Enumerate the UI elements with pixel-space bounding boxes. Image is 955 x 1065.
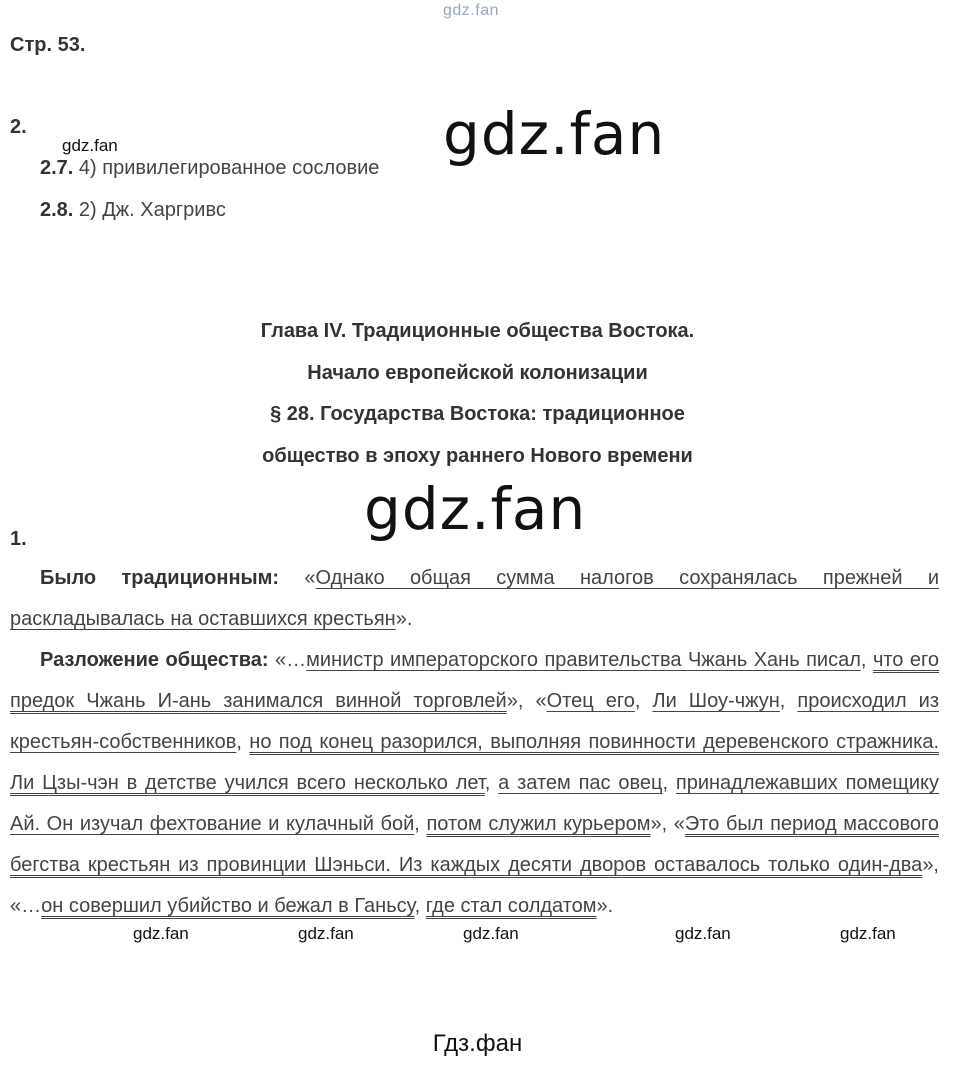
watermark-bottom-3: gdz.fan (463, 924, 519, 943)
label-decomposition: Разложение общества: (40, 649, 269, 671)
answer-2-8 (40, 199, 226, 222)
task-1-number: 1. (10, 528, 27, 550)
quote-ancestor: что его предок Чжань И-ань занимался винной торговлей (10, 649, 939, 712)
watermark-bottom-1: gdz.fan (133, 924, 189, 943)
quote-flight: Это был период массового бегства крестьян из провинции Шэньси. Из каждых десяти дворов оставалось только один-два (10, 813, 939, 876)
quote-li-shou-zhun: Ли Шоу-чжун (652, 690, 780, 712)
watermark-big: gdz.fan (443, 100, 666, 168)
chapter-title-line-2: Начало европейской колонизации (307, 362, 648, 384)
answer-2-7-text: 4) привилегированное сословие (73, 157, 380, 179)
quote-taxes: Однако общая сумма налогов сохранялась прежней и раскладывалась на оставшихся крестьян (10, 567, 939, 630)
punctuation: , (484, 772, 499, 794)
quote-sheep: а затем пас овец (498, 772, 663, 794)
quote-peasant-owners: происходил из крестьян-собственников (10, 690, 940, 753)
watermark-bottom-2: gdz.fan (298, 924, 354, 943)
paragraph-traditional (10, 558, 939, 640)
watermark-bottom-5: gdz.fan (840, 924, 896, 943)
punctuation: , (634, 690, 653, 712)
quote-mark: « (279, 567, 316, 589)
footer-site-name: Гдз.фан (432, 1030, 523, 1057)
chapter-title-line-1: Глава IV. Традиционные общества Востока. (260, 320, 695, 342)
watermark-bottom-4: gdz.fan (675, 924, 731, 943)
punctuation: , (236, 731, 250, 753)
punctuation: , (414, 895, 426, 917)
punctuation: , (662, 772, 676, 794)
punctuation: », « (506, 690, 547, 712)
answer-2-7-number: 2.7. (40, 157, 74, 179)
section-title-line-1: § 28. Государства Востока: традиционное (270, 403, 685, 425)
quote-courier: потом служил курьером (426, 813, 651, 835)
punctuation: , (414, 813, 427, 835)
paragraph-decomposition (10, 640, 939, 927)
label-traditional: Было традиционным: (40, 567, 280, 589)
task-2-number: 2. (10, 116, 27, 138)
watermark-small: gdz.fan (62, 136, 118, 155)
answer-2-8-text: 2) Дж. Харгривс (73, 199, 226, 221)
quote-ruined: но под конец разорился, выполняя повинности деревенского стражника. Ли Цзы-чэн в детстве учился всего несколько лет (10, 731, 939, 794)
section-title-line-2: общество в эпоху раннего Нового времени (262, 445, 693, 467)
punctuation: «… (268, 649, 307, 671)
quote-mark: ». (395, 608, 413, 630)
watermark-big-center: gdz.fan (364, 475, 587, 543)
page-reference: Стр. 53. (10, 34, 86, 56)
punctuation: , (779, 690, 798, 712)
punctuation: ». (596, 895, 614, 917)
answer-2-8-number: 2.8. (40, 199, 74, 221)
quote-minister: министр императорского правительства Чжань Хань писал (306, 649, 861, 671)
quote-father: Отец его (546, 690, 635, 712)
quote-fencing: принадлежавших помещику Ай. Он изучал фехтование и кулачный бой (10, 772, 939, 835)
punctuation: », « (650, 813, 685, 835)
punctuation: », «… (10, 854, 939, 917)
quote-soldier: где стал солдатом (425, 895, 597, 917)
punctuation: , (860, 649, 873, 671)
watermark-top: gdz.fan (443, 2, 499, 19)
answer-2-7 (40, 157, 379, 180)
quote-murder: он совершил убийство и бежал в Ганьсу (41, 895, 415, 917)
